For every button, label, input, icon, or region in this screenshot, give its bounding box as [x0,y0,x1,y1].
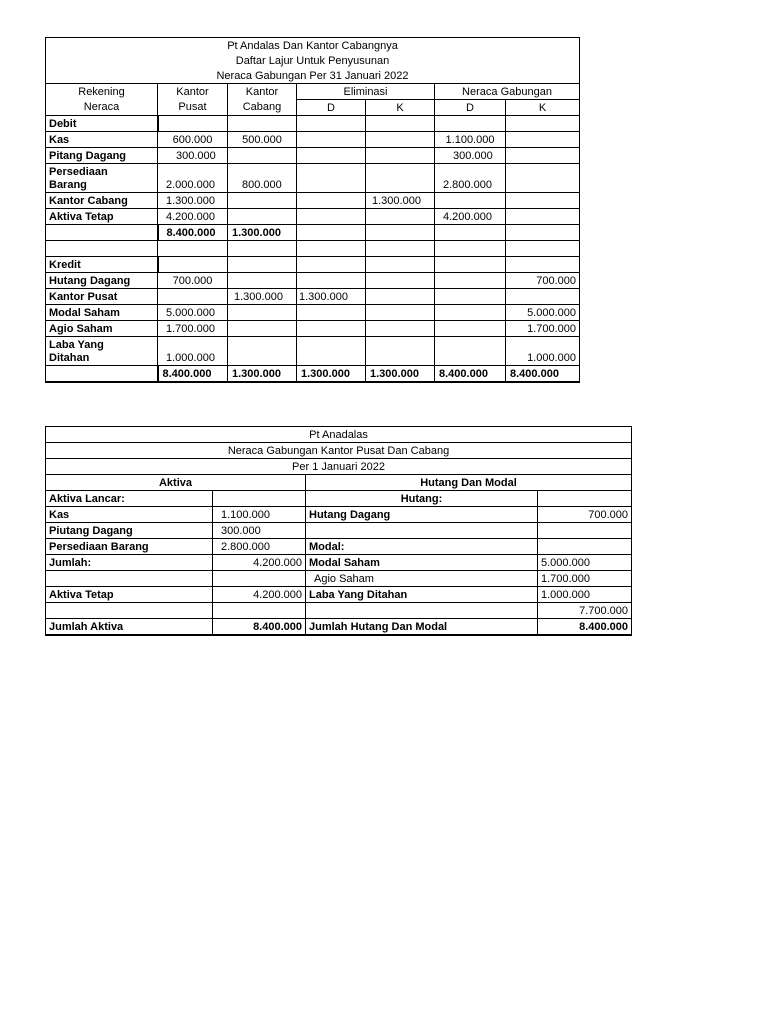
cell-gab-k: 700.000 [506,273,580,289]
laba-ditahan-label: Laba Yang Ditahan [306,587,538,603]
balance-sheet-table [45,426,632,636]
table-row [46,132,580,148]
balance-title-3: Per 1 Januari 2022 [46,459,632,475]
cell-cabang: 1.300.000 [228,289,297,305]
header-gabungan: Neraca Gabungan [435,84,580,100]
cell-el-k [366,132,435,148]
header-neraca: Neraca [46,100,158,116]
cell-gab-d [435,289,506,305]
cell-el-d: 1.300.000 [297,366,366,383]
cell-gab-d: 4.200.000 [435,209,506,225]
cell-pusat: 5.000.000 [158,305,228,321]
cell-el-k [366,337,435,366]
table-row [46,164,580,193]
jumlah-aktiva-value: 8.400.000 [213,619,306,636]
cell-pusat: 8.400.000 [158,225,228,241]
jumlah-hm-value: 8.400.000 [538,619,632,636]
cell-gab-d: 300.000 [435,148,506,164]
cell-el-d [297,132,366,148]
table-row [46,571,632,587]
cell-el-d [297,148,366,164]
row-name: Kantor Pusat [46,289,158,305]
modal-saham-label: Modal Saham [306,555,538,571]
header-cabang-2: Cabang [228,100,297,116]
modal-label: Modal: [306,539,538,555]
header-eliminasi: Eliminasi [297,84,435,100]
cell-cabang: 1.300.000 [228,366,297,383]
cell-cabang: 1.300.000 [228,225,297,241]
hutang-label: Hutang: [306,491,538,507]
cell-el-d [297,321,366,337]
laba-ditahan-value: 1.000.000 [538,587,632,603]
header-rekening: Rekening [46,84,158,100]
row-name: Kas [46,132,158,148]
table-row [46,321,580,337]
cell-gab-d: 2.800.000 [435,164,506,193]
cell-el-d [297,193,366,209]
cell-el-k [366,164,435,193]
cell-gab-d [435,193,506,209]
row-name: Hutang Dagang [46,273,158,289]
row-name: Pitang Dagang [46,148,158,164]
header-pusat-2: Pusat [158,100,228,116]
cell-cabang [228,305,297,321]
balance-title-2: Neraca Gabungan Kantor Pusat Dan Cabang [46,443,632,459]
cell-gab-k [506,164,580,193]
cell-gab-d: 1.100.000 [435,132,506,148]
cell-cabang [228,273,297,289]
row-name: Laba Yang Ditahan [46,337,158,366]
cell-pusat: 600.000 [158,132,228,148]
table-row [46,148,580,164]
cell-gab-k: 1.000.000 [506,337,580,366]
cell-gab-d [435,337,506,366]
hutang-dagang-value: 700.000 [538,507,632,523]
table-row [46,507,632,523]
agio-saham-value: 1.700.000 [538,571,632,587]
modal-total-value: 7.700.000 [538,603,632,619]
modal-saham-value: 5.000.000 [538,555,632,571]
cell-cabang: 500.000 [228,132,297,148]
worksheet-title-2: Daftar Lajur Untuk Penyusunan [46,53,580,68]
aktiva-header: Aktiva [46,475,306,491]
cell-el-d [297,209,366,225]
cell-gab-k: 1.700.000 [506,321,580,337]
agio-saham-label: Agio Saham [306,571,538,587]
cell-el-k [366,289,435,305]
cell-el-k [366,209,435,225]
cell-pusat [158,289,228,305]
cell-el-k: 1.300.000 [366,366,435,383]
cell-gab-d [435,225,506,241]
cell-gab-k [506,225,580,241]
cell-cabang [228,193,297,209]
header-gab-d: D [435,100,506,116]
header-cabang: Kantor [228,84,297,100]
table-row [46,193,580,209]
cell-gab-k [506,209,580,225]
cell-el-d [297,225,366,241]
piutang-value: 300.000 [213,523,306,539]
kas-value: 1.100.000 [213,507,306,523]
cell-pusat: 1.700.000 [158,321,228,337]
cell-cabang [228,148,297,164]
jumlah-aktiva-label: Jumlah Aktiva [46,619,213,636]
cell-gab-k: 8.400.000 [506,366,580,383]
table-row [46,273,580,289]
cell-gab-k [506,193,580,209]
cell-pusat: 1.300.000 [158,193,228,209]
cell-cabang [228,337,297,366]
header-el-d: D [297,100,366,116]
cell-el-k [366,305,435,321]
table-row [46,555,632,571]
grand-total-row [46,366,580,383]
hutang-dagang-label: Hutang Dagang [306,507,538,523]
row-name [46,225,158,241]
aktiva-tetap-label: Aktiva Tetap [46,587,213,603]
cell-gab-k: 5.000.000 [506,305,580,321]
row-name [46,366,158,383]
cell-pusat: 8.400.000 [158,366,228,383]
header-pusat: Kantor [158,84,228,100]
cell-gab-d [435,273,506,289]
row-name: Kantor Cabang [46,193,158,209]
cell-el-k [366,321,435,337]
cell-gab-d: 8.400.000 [435,366,506,383]
aktiva-tetap-value: 4.200.000 [213,587,306,603]
table-row [46,587,632,603]
cell-cabang: 800.000 [228,164,297,193]
cell-el-d [297,273,366,289]
cell-el-d [297,164,366,193]
cell-gab-d [435,321,506,337]
header-gab-k: K [506,100,580,116]
table-row [46,289,580,305]
worksheet-title-1: Pt Andalas Dan Kantor Cabangnya [46,38,580,54]
cell-el-d [297,337,366,366]
debit-total-row [46,225,580,241]
cell-gab-k [506,132,580,148]
header-el-k: K [366,100,435,116]
cell-pusat: 2.000.000 [158,164,228,193]
cell-el-k: 1.300.000 [366,193,435,209]
cell-gab-k [506,289,580,305]
cell-el-k [366,225,435,241]
row-name: Persediaan Barang [46,164,158,193]
jumlah-value: 4.200.000 [213,555,306,571]
cell-pusat: 4.200.000 [158,209,228,225]
table-row [46,523,632,539]
piutang-label: Piutang Dagang [46,523,213,539]
total-row [46,619,632,636]
cell-pusat: 300.000 [158,148,228,164]
persediaan-value: 2.800.000 [213,539,306,555]
table-row [46,209,580,225]
cell-pusat: 700.000 [158,273,228,289]
jumlah-label: Jumlah: [46,555,213,571]
balance-title-1: Pt Anadalas [46,427,632,443]
cell-gab-k [506,148,580,164]
debit-label: Debit [46,116,158,132]
table-row [46,305,580,321]
row-name: Modal Saham [46,305,158,321]
credit-label: Kredit [46,257,158,273]
cell-cabang [228,209,297,225]
cell-el-k [366,148,435,164]
cell-pusat: 1.000.000 [158,337,228,366]
cell-cabang [228,321,297,337]
cell-el-d: 1.300.000 [297,289,366,305]
table-row [46,539,632,555]
cell-el-d [297,305,366,321]
jumlah-hm-label: Jumlah Hutang Dan Modal [306,619,538,636]
cell-gab-d [435,305,506,321]
persediaan-label: Persediaan Barang [46,539,213,555]
pasiva-header: Hutang Dan Modal [306,475,632,491]
worksheet-table [45,37,580,383]
kas-label: Kas [46,507,213,523]
cell-el-k [366,273,435,289]
aktiva-lancar-label: Aktiva Lancar: [46,491,213,507]
worksheet-title-3: Neraca Gabungan Per 31 Januari 2022 [46,68,580,84]
table-row [46,603,632,619]
table-row [46,337,580,366]
row-name: Agio Saham [46,321,158,337]
row-name: Aktiva Tetap [46,209,158,225]
